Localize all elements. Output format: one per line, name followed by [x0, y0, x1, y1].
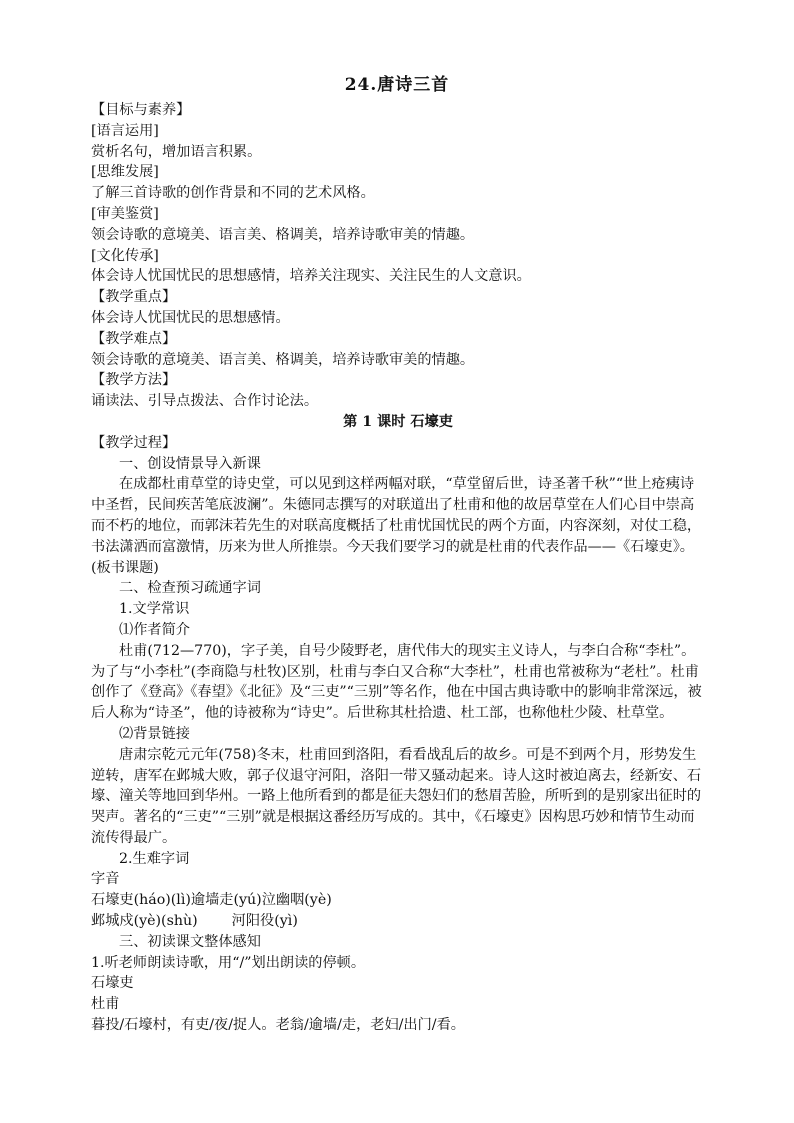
author-intro-heading: ⑴作者简介: [119, 621, 190, 638]
background-paragraph: 唐肃宗乾元元年(758)冬末，杜甫回到洛阳，看看战乱后的故乡。可是不到两个月，形势发生逆转，唐军在邺城大败，郭子仪退守河阳，洛阳一带又骚动起来。诗人这时被迫离去，经新安、石壕、潼关等地回到华州。一路上他所看到的都是征夫怨妇们的愁眉苦脸，所听到的是别家出征时的哭声。著名的“三吏”“三别”就是根据这番经历写成的。其中，《石壕吏》因构思巧妙和情节生动而流传得最广。: [91, 746, 702, 846]
goal-label-thinking: [思维发展]: [91, 164, 159, 181]
part3-heading: 三、初读课文整体感知: [119, 933, 261, 950]
goals-heading: 【目标与素养】: [91, 102, 191, 118]
difficulty-heading: 【教学难点】: [91, 330, 177, 347]
background-heading: ⑵背景链接: [119, 725, 190, 742]
poem-title: 石壕吏: [91, 975, 134, 992]
process-heading: 【教学过程】: [91, 434, 177, 451]
part1-paragraph: 在成都杜甫草堂的诗史堂，可以见到这样两幅对联，“草堂留后世，诗圣著千秋”“世上疮痍诗中圣哲，民间疾苦笔底波澜”。朱德同志撰写的对联道出了杜甫和他的故居草堂在人们心目中崇高而不朽的地位，而郭沫若先生的对联高度概括了杜甫忧国忧民的两个方面，内容深刻，对仗工稳，书法潇洒而富激情，历来为世人所推崇。今天我们要学习的就是杜甫的代表作品——《石壕吏》。(板书课题): [91, 476, 702, 576]
pronunciation-item-heyang: 河阳役(yì): [231, 913, 298, 930]
lesson-title: 第 1 课时 石壕吏: [343, 413, 453, 430]
difficulty-text: 领会诗歌的意境美、语言美、格调美，培养诗歌审美的情趣。: [91, 351, 475, 368]
pronunciation-label: 字音: [91, 871, 120, 888]
goal-text-language: 赏析名句，增加语言积累。: [91, 143, 262, 160]
goal-text-thinking: 了解三首诗歌的创作背景和不同的艺术风格。: [91, 185, 375, 202]
method-heading: 【教学方法】: [91, 372, 177, 389]
document-body: [91, 100, 705, 1036]
literary-knowledge-heading: 1.文学常识: [119, 601, 190, 618]
method-text: 诵读法、引导点拨法、合作讨论法。: [91, 393, 319, 410]
pronunciation-item-yecheng: 邺城戍(yè)(shù): [91, 913, 198, 930]
focus-heading: 【教学重点】: [91, 289, 177, 306]
pronunciation-line-2: [91, 911, 705, 932]
poem-line-1: 暮投/石壕村，有吏/夜/捉人。老翁/逾墙/走，老妇/出门/看。: [91, 1017, 465, 1034]
poem-author: 杜甫: [91, 996, 120, 1013]
goal-label-culture: [文化传承]: [91, 247, 159, 264]
goal-text-culture: 体会诗人忧国忧民的思想感情，培养关注现实、关注民生的人文意识。: [91, 268, 531, 285]
goal-text-aesthetics: 领会诗歌的意境美、语言美、格调美，培养诗歌审美的情趣。: [91, 226, 475, 243]
part1-heading: 一、创设情景导入新课: [119, 455, 261, 472]
author-paragraph: 杜甫(712—770)，字子美，自号少陵野老，唐代伟大的现实主义诗人，与李白合称“李杜”。为了与“小李杜”(李商隐与杜牧)区别，杜甫与李白又合称“大李杜”，杜甫也常被称为“老杜”。杜甫创作了《登高》《春望》《北征》及“三吏”“三别”等名作，他在中国古典诗歌中的影响非常深远，被后人称为“诗圣”，他的诗被称为“诗史”。后世称其杜拾遗、杜工部，也称他杜少陵、杜草堂。: [91, 642, 702, 722]
part3-instruction: 1.听老师朗读诗歌，用“/”划出朗读的停顿。: [91, 954, 366, 971]
document-title: 24.唐诗三首: [344, 75, 450, 95]
vocab-heading: 2.生难字词: [119, 850, 190, 867]
focus-text: 体会诗人忧国忧民的思想感情。: [91, 309, 290, 326]
goal-label-aesthetics: [审美鉴赏]: [91, 205, 159, 222]
goal-label-language: [语言运用]: [91, 122, 159, 139]
part2-heading: 二、检查预习疏通字词: [119, 580, 261, 597]
pronunciation-line-1: 石壕吏(háo)(lì)逾墙走(yú)泣幽咽(yè): [91, 892, 332, 909]
